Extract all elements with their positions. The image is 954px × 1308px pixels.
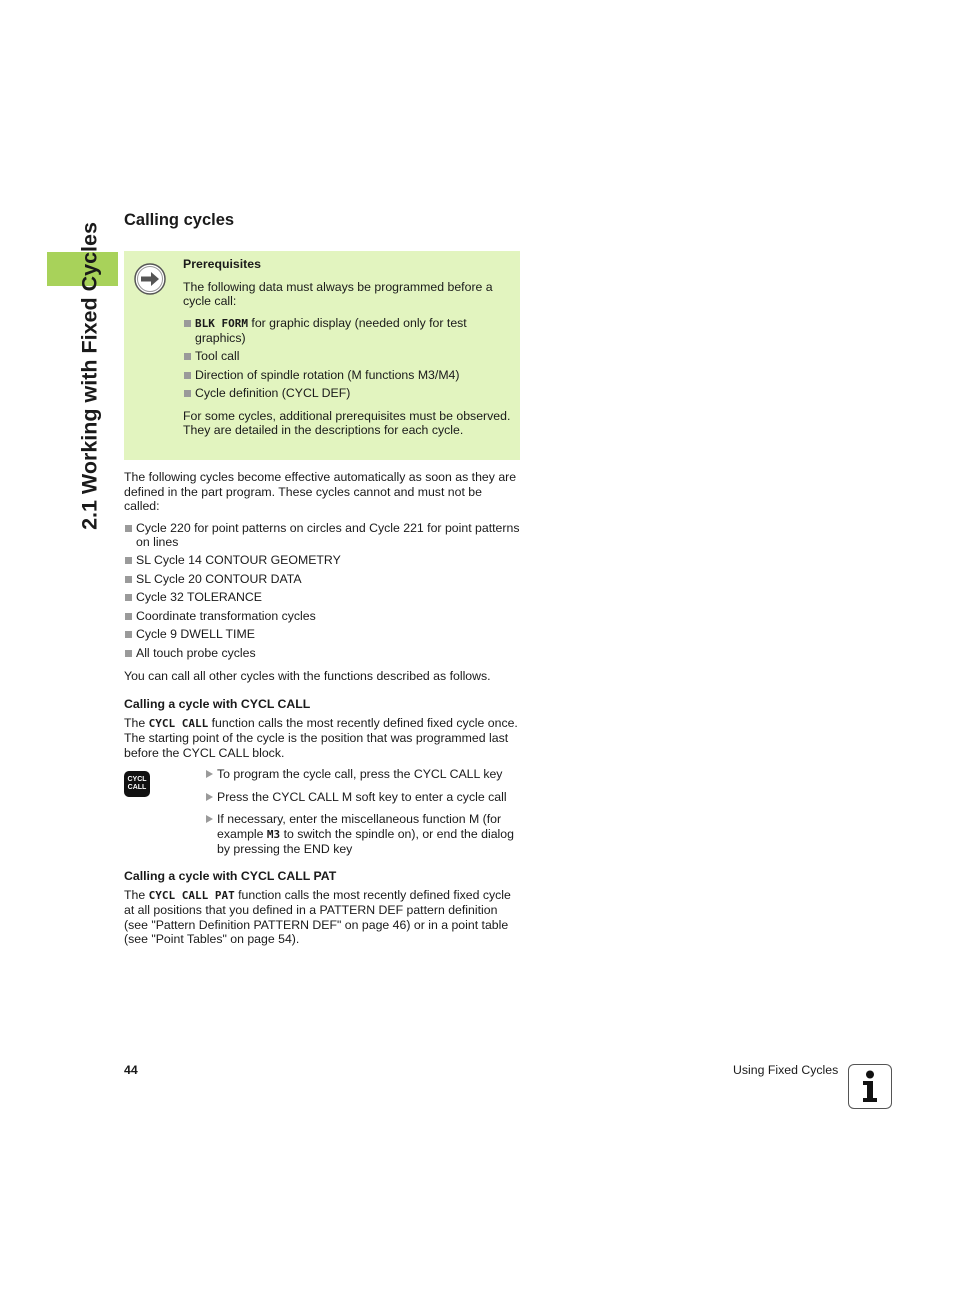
cycl-call-pat-paragraph: [124, 888, 520, 947]
chapter-side-title: 2.1 Working with Fixed Cycles: [77, 222, 102, 530]
text-run: to switch the spindle on), or end the dialog by pressing the END key: [217, 826, 514, 857]
prerequisites-note: [124, 251, 520, 460]
note-heading: Prerequisites: [183, 257, 261, 271]
cycl-call-key-icon: [124, 771, 150, 797]
list-item: Cycle 32 TOLERANCE: [124, 590, 520, 605]
auto-cycles-section: [124, 470, 520, 683]
list-item: Tool call: [183, 349, 513, 364]
cycl-call-pat-heading: Calling a cycle with CYCL CALL PAT: [124, 869, 337, 883]
text-run: If necessary, enter the miscellaneous function M (for example: [217, 812, 502, 841]
list-item: SL Cycle 14 CONTOUR GEOMETRY: [124, 553, 520, 568]
cycl-call-paragraph: [124, 716, 520, 761]
note-intro: The following data must always be programmed before a cycle call:: [183, 279, 493, 309]
text-run: function calls the most recently defined fixed cycle at all positions that you defined in a PATTERN DEF pattern definition (see "Pattern Definition PATTERN DEF" on page 46) or in a point table (see "Point Tables" on page 54).: [124, 887, 511, 947]
others-text: You can call all other cycles with the functions described as follows.: [124, 668, 491, 683]
code-m3: M3: [266, 827, 281, 841]
key-label-line2: CALL: [127, 784, 147, 791]
cycl-call-pat-section: [124, 869, 520, 947]
list-item: Cycle definition (CYCL DEF): [183, 386, 513, 401]
step-item: To program the cycle call, press the CYCL CALL key: [205, 767, 525, 782]
list-item: Cycle 9 DWELL TIME: [124, 627, 520, 642]
code-blk-form: BLK FORM: [195, 316, 248, 330]
auto-cycles-list: [124, 521, 520, 661]
list-item: All touch probe cycles: [124, 646, 520, 661]
list-item: Direction of spindle rotation (M functions M3/M4): [183, 368, 513, 383]
code-cycl-call-pat: CYCL CALL PAT: [148, 888, 235, 902]
key-label-line1: CYCL: [127, 775, 147, 783]
cycl-call-heading: Calling a cycle with CYCL CALL: [124, 697, 311, 711]
prerequisites-list: [183, 316, 513, 401]
step-item: [205, 812, 525, 857]
list-item: SL Cycle 20 CONTOUR DATA: [124, 572, 520, 587]
note-outro: For some cycles, additional prerequisites must be observed. They are detailed in the descriptions for each cycle.: [183, 408, 511, 438]
auto-intro: The following cycles become effective automatically as soon as they are defined in the part program. These cycles cannot and must not be called:: [124, 470, 517, 514]
cycl-call-steps: [205, 767, 525, 857]
cycl-call-section: [124, 697, 520, 760]
list-item: Cycle 220 for point patterns on circles and Cycle 221 for point patterns on lines: [124, 521, 520, 550]
text-run: The: [124, 715, 149, 730]
info-icon: [848, 1064, 892, 1109]
code-cycl-call: CYCL CALL: [148, 716, 209, 730]
step-item: Press the CYCL CALL M soft key to enter a cycle call: [205, 790, 525, 805]
page-number: 44: [124, 1063, 138, 1077]
list-item-text: for graphic display (needed only for test graphics): [195, 315, 467, 346]
arrow-right-circle-icon: [134, 263, 166, 295]
list-item: [183, 316, 513, 346]
section-title: Calling cycles: [124, 211, 235, 229]
text-run: The: [124, 887, 149, 902]
list-item: Coordinate transformation cycles: [124, 609, 520, 624]
text-run: function calls the most recently defined fixed cycle once. The starting point of the cycle is the position that was programmed last before the CYCL CALL block.: [124, 715, 518, 760]
footer-title: Using Fixed Cycles: [733, 1063, 839, 1077]
